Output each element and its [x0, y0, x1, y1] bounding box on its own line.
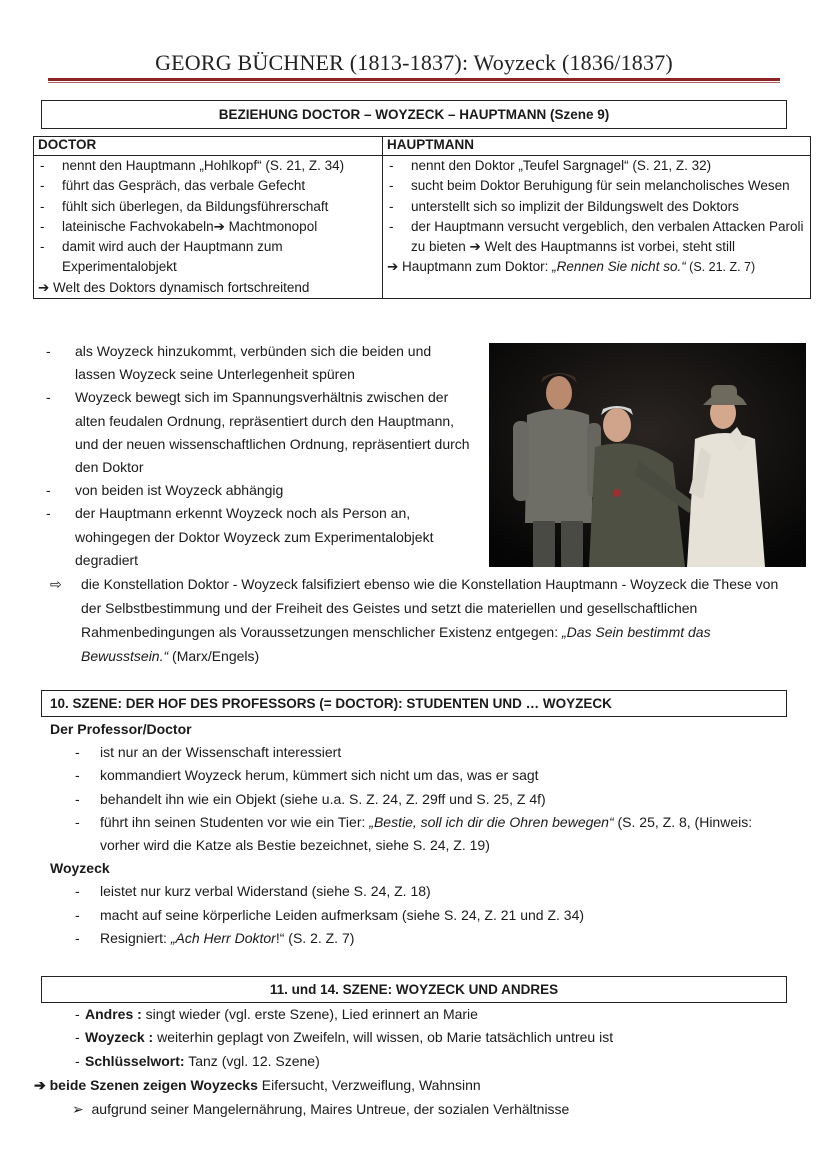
section-heading-text: BEZIEHUNG DOCTOR – WOYZECK – HAUPTMANN (Szene 9): [218, 107, 610, 122]
item-suffix: !“ (S. 2. Z. 7): [275, 930, 355, 947]
section-heading-szene-11-14: [41, 976, 787, 1003]
item-prefix: Resigniert:: [100, 930, 171, 947]
list-item: - als Woyzeck hinzukommt, verbünden sich die beiden und lassen Woyzeck seine Unterlegenheit spüren: [44, 340, 474, 386]
comparison-table: [33, 136, 811, 299]
andres-section: [34, 1003, 790, 1121]
stage-photo: [489, 343, 806, 567]
item-label: Schlüsselwort:: [85, 1052, 185, 1069]
section-heading-szene-9: [41, 100, 787, 129]
doctor-list: [38, 156, 378, 278]
hauptmann-column-header: HAUPTMANN: [383, 137, 811, 156]
professor-heading: Der Professor/Doctor: [50, 721, 192, 737]
andres-list: [50, 1003, 790, 1073]
summary-quote: „Das Sein bestimmt das Bewusstsein.“: [81, 624, 711, 664]
item-quote: „Bestie, soll ich dir die Ohren bewegen“: [369, 813, 614, 830]
title-rule: [48, 78, 780, 81]
list-item: - lateinische Fachvokabeln➔ Machtmonopol: [38, 217, 378, 237]
item-ref: (S. 25, Z. 8, (Hinweis: vorher wird die Katze als Bestie bezeichnet, siehe S. 24, Z. 19): [100, 813, 753, 854]
list-item: [50, 927, 770, 950]
hauptmann-list: [387, 156, 806, 257]
item-quote: „Ach Herr Doktor: [170, 930, 276, 947]
hauptmann-column: [383, 156, 811, 299]
list-item: - der Hauptmann erkennt Woyzeck noch als Person an, wohingegen der Doktor Woyzeck zum Experimentalobjekt degradiert: [44, 502, 474, 572]
list-item: - ist nur an der Wissenschaft interessiert: [50, 741, 770, 764]
list-item: [50, 1026, 790, 1049]
conclusion-bold: beide Szenen zeigen Woyzecks: [49, 1076, 258, 1093]
relationship-points: [44, 340, 474, 572]
woyzeck-heading: Woyzeck: [50, 860, 110, 877]
list-item: - von beiden ist Woyzeck abhängig: [44, 479, 474, 502]
item-label: Woyzeck :: [85, 1029, 154, 1046]
summary-ref: (Marx/Engels): [168, 648, 260, 664]
andres-conclusion: [34, 1073, 790, 1097]
list-item: - Woyzeck bewegt sich im Spannungsverhältnis zwischen der alten feudalen Ordnung, repräsentiert durch den Hauptmann, und der neuen wissenschaftlichen Ordnung, repräsentiert durch den Doktor: [44, 386, 474, 479]
list-item: - damit wird auch der Hauptmann zum Experimentalobjekt: [38, 237, 378, 278]
item-text: Tanz (vgl. 12. Szene): [184, 1052, 320, 1069]
section-heading-szene-10: [41, 690, 787, 717]
arrowhead-bullet-icon: ➢: [72, 1100, 84, 1117]
professor-section: [50, 718, 770, 950]
list-item: - der Hauptmann versucht vergeblich, den verbalen Attacken Paroli zu bieten ➔ Welt des Hauptmanns ist vorbei, steht still: [387, 217, 806, 258]
conclusion-prefix: ➔ Hauptmann zum Doktor:: [387, 259, 553, 275]
page-title: GEORG BÜCHNER (1813-1837): Woyzeck (1836/1837): [155, 50, 673, 75]
doctor-column: [34, 156, 383, 299]
conclusion-text: Eifersucht, Verzweiflung, Wahnsinn: [257, 1076, 481, 1093]
doctor-conclusion: ➔ Welt des Doktors dynamisch fortschreitend: [38, 279, 310, 295]
stage-photo-illustration: [489, 343, 806, 567]
list-item: - behandelt ihn wie ein Objekt (siehe u.a. S. Z. 24, Z. 29ff und S. 25, Z 4f): [50, 788, 770, 811]
conclusion-ref: (S. 21. Z. 7): [685, 260, 756, 275]
section-heading-text: 11. und 14. SZENE: WOYZECK UND ANDRES: [269, 982, 559, 997]
list-item: - nennt den Hauptmann „Hohlkopf“ (S. 21, Z. 34): [38, 156, 378, 176]
list-item: - macht auf seine körperliche Leiden aufmerksam (siehe S. 24, Z. 21 und Z. 34): [50, 904, 770, 927]
list-item: [50, 811, 770, 858]
list-item: - führt das Gespräch, das verbale Gefecht: [38, 176, 378, 196]
list-item: [50, 1003, 790, 1026]
item-text: weiterhin geplagt von Zweifeln, will wissen, ob Marie tatsächlich untreu ist: [153, 1029, 614, 1046]
summary-paragraph: [81, 572, 790, 668]
list-item: - nennt den Doktor „Teufel Sargnagel“ (S. 21, Z. 32): [387, 156, 806, 176]
item-prefix: führt ihn seinen Studenten vor wie ein Tier:: [100, 813, 370, 830]
woyzeck-list: [50, 880, 770, 950]
title-rule-thin: [48, 82, 780, 83]
list-item: - fühlt sich überlegen, da Bildungsführerschaft: [38, 197, 378, 217]
doctor-column-header: DOCTOR: [34, 137, 383, 156]
arrow-outline-icon: ⇨: [50, 576, 62, 592]
professor-list: [50, 741, 770, 857]
constellation-summary: [50, 572, 790, 668]
conclusion-quote: „Rennen Sie nicht so.“: [552, 259, 686, 275]
subpoint-text: aufgrund seiner Mangelernährung, Maires Untreue, der sozialen Verhältnisse: [91, 1100, 570, 1117]
andres-subpoint: [72, 1097, 790, 1121]
list-item: - leistet nur kurz verbal Widerstand (siehe S. 24, Z. 18): [50, 880, 770, 903]
list-item: - unterstellt sich so implizit der Bildungswelt des Doktors: [387, 197, 806, 217]
item-text: singt wieder (vgl. erste Szene), Lied erinnert an Marie: [141, 1006, 478, 1022]
item-label: Andres :: [85, 1006, 142, 1022]
arrow-right-icon: ➔: [34, 1076, 46, 1093]
points-list: [44, 340, 474, 572]
summary-text: die Konstellation Doktor - Woyzeck falsifiziert ebenso wie die Konstellation Hauptmann - Woyzeck die These von der Selbstbestimmung und der Freiheit des Geistes und setzt die materiellen und gesellschaftlichen Rahmenbedingungen als Voraussetzungen menschlicher Existenz entgegen:: [81, 576, 779, 640]
list-item: - kommandiert Woyzeck herum, kümmert sich nicht um das, was er sagt: [50, 764, 770, 787]
section-heading-text: 10. SZENE: DER HOF DES PROFESSORS (= DOCTOR): STUDENTEN UND … WOYZECK: [50, 696, 612, 711]
hauptmann-conclusion: [387, 257, 806, 277]
list-item: [50, 1050, 790, 1073]
list-item: - sucht beim Doktor Beruhigung für sein melancholisches Wesen: [387, 176, 806, 196]
